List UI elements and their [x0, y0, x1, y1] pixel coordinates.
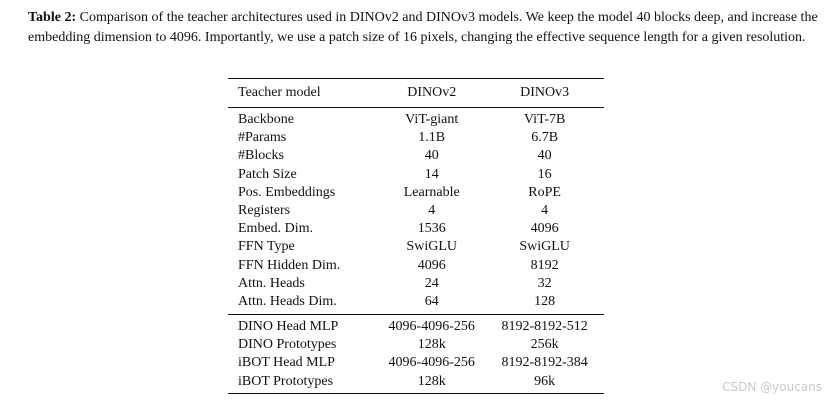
- table-body-heads: [228, 315, 604, 393]
- table-row: [228, 238, 604, 256]
- caption-text: Comparison of the teacher architectures used in DINOv2 and DINOv3 models. We keep the model 40 blocks deep, and increase the embedding dimension to 4096. Importantly, we use a patch size of 16 pixels, changing the effective sequence length for a given resolution.: [28, 10, 818, 45]
- table-row: [228, 318, 604, 336]
- dinov2-value: 1.1B: [418, 130, 446, 146]
- table-row: [228, 275, 604, 293]
- dinov2-value: 4: [428, 202, 436, 218]
- table-row: [228, 147, 604, 165]
- table-row: [228, 354, 604, 372]
- row-label: Attn. Heads Dim.: [238, 293, 337, 309]
- table-row: [228, 293, 604, 311]
- caption-label: Table 2:: [28, 10, 77, 25]
- dinov2-value: 128k: [417, 337, 446, 353]
- table-row: [228, 257, 604, 275]
- table-row: [228, 129, 604, 147]
- row-label: Pos. Embeddings: [238, 184, 336, 200]
- dinov3-value: 96k: [534, 373, 556, 389]
- row-label: Backbone: [238, 112, 294, 127]
- row-label: Attn. Heads: [238, 275, 305, 291]
- row-label: FFN Type: [238, 239, 295, 255]
- table-header-row: [228, 79, 604, 108]
- header-dinov2: DINOv2: [407, 85, 457, 100]
- row-label: #Params: [238, 130, 287, 146]
- row-label: Embed. Dim.: [238, 221, 314, 237]
- dinov3-value: 8192-8192-512: [501, 319, 588, 335]
- dinov2-value: Learnable: [403, 184, 460, 200]
- dinov3-value: ViT-7B: [523, 112, 566, 127]
- table-row: [228, 220, 604, 238]
- table-row: [228, 184, 604, 202]
- dinov3-value: RoPE: [528, 184, 561, 200]
- dinov3-value: 6.7B: [531, 130, 559, 146]
- dinov2-value: 4096-4096-256: [388, 319, 475, 335]
- dinov2-value: 128k: [417, 373, 446, 389]
- dinov3-value: 8192: [530, 257, 559, 273]
- row-label: Registers: [238, 202, 291, 218]
- dinov3-value: 8192-8192-384: [501, 355, 588, 371]
- header-teacher-model: Teacher model: [238, 85, 321, 100]
- row-label: iBOT Head MLP: [238, 355, 335, 371]
- table-row: [228, 202, 604, 220]
- dinov2-value: 1536: [417, 221, 446, 237]
- dinov2-value: ViT-giant: [405, 112, 459, 127]
- dinov2-value: 4096: [417, 257, 446, 273]
- dinov2-value: 40: [424, 148, 439, 164]
- row-label: iBOT Prototypes: [238, 373, 334, 389]
- row-label: FFN Hidden Dim.: [238, 257, 341, 273]
- table-body-architecture: [228, 108, 604, 315]
- dinov2-value: 14: [424, 166, 439, 182]
- row-label: Patch Size: [238, 166, 297, 182]
- dinov2-value: 4096-4096-256: [388, 355, 475, 371]
- dinov3-value: 128: [534, 293, 556, 309]
- table-row: [228, 336, 604, 354]
- dinov3-value: 32: [537, 275, 552, 291]
- dinov3-value: 16: [537, 166, 552, 182]
- dinov3-value: 4: [541, 202, 549, 218]
- header-dinov3: DINOv3: [520, 85, 570, 100]
- table-row: [228, 111, 604, 129]
- dinov2-value: SwiGLU: [406, 239, 457, 255]
- row-label: DINO Head MLP: [238, 319, 339, 335]
- watermark: CSDN @youcans: [722, 380, 822, 394]
- table-row: [228, 166, 604, 184]
- table-row: [228, 373, 604, 391]
- teacher-architecture-table: [228, 78, 604, 394]
- dinov2-value: 24: [424, 275, 439, 291]
- table-caption: [28, 8, 828, 48]
- row-label: DINO Prototypes: [238, 337, 337, 353]
- dinov2-value: 64: [424, 293, 439, 309]
- dinov3-value: SwiGLU: [519, 239, 570, 255]
- row-label: #Blocks: [238, 148, 284, 164]
- dinov3-value: 256k: [530, 337, 559, 353]
- dinov3-value: 40: [537, 148, 552, 164]
- dinov3-value: 4096: [530, 221, 559, 237]
